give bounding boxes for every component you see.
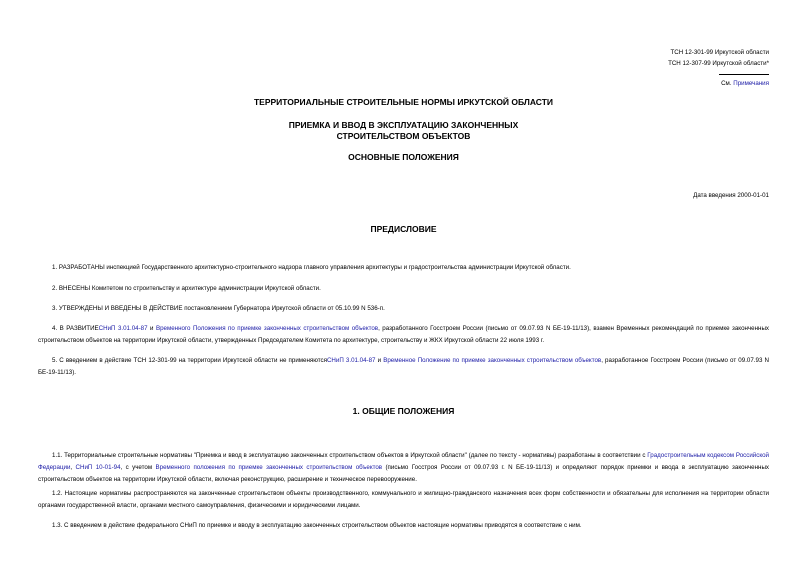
item-1-1-text-2: ,	[70, 464, 76, 471]
preface-item-4-text-1: 4. В РАЗВИТИЕ	[52, 325, 99, 332]
temporary-regulation-link-3[interactable]: Временного положения по приемке законченных строительством объектов	[155, 464, 383, 471]
section-1-heading: 1. ОБЩИЕ ПОЛОЖЕНИЯ	[352, 406, 455, 416]
preface-item-3: 3. УТВЕРЖДЕНЫ И ВВЕДЕНЫ В ДЕЙСТВИЕ постановлением Губернатора Иркутской области от 05.10.99 N 536-п.	[52, 305, 385, 312]
document-subtitle	[0, 120, 807, 142]
header-divider	[719, 74, 769, 75]
preface-item-1: 1. РАЗРАБОТАНЫ инспекцией Государственного архитектурно-строительного надзора главного управления архитектуры и градостроительства администрации Иркутской области.	[52, 264, 571, 271]
intro-date: Дата введения 2000-01-01	[693, 192, 769, 199]
doc-code-1: ТСН 12-301-99 Иркутской области	[670, 49, 769, 56]
snip-3-01-04-87-link[interactable]: СНиП 3.01.04-87	[98, 325, 148, 332]
preface-heading: ПРЕДИСЛОВИЕ	[370, 224, 437, 234]
subtitle-line-2: СТРОИТЕЛЬСТВОМ ОБЪЕКТОВ	[336, 131, 471, 141]
preface-item-4	[38, 323, 769, 347]
preface-item-4-text-3: , разработанного Госстроем России (письмо от 09.07.93 N БЕ-19-11/13), взамен Временных рекомендаций по приемке законченных строительством объектов на территории Иркутской области, утвержденных Председателем Комитета по архитектуре, строительству и ЖКХ Иркутской области 22 июля 1993 г.	[38, 325, 769, 344]
page-title: ТЕРРИТОРИАЛЬНЫЕ СТРОИТЕЛЬНЫЕ НОРМЫ ИРКУТСКОЙ ОБЛАСТИ	[253, 97, 554, 107]
snip-3-01-04-87-link-2[interactable]: СНиП 3.01.04-87	[326, 357, 376, 364]
notes-link[interactable]: Примечания	[733, 80, 769, 87]
see-prefix: См.	[721, 80, 734, 87]
document-codes	[668, 47, 769, 69]
temporary-regulation-link[interactable]: Временного Положения по приемке законченных строительством объектов	[155, 325, 379, 332]
preface-item-5-text-3: , разработанное Госстроем России (письмо от 09.07.93 N БЕ-19-11/13).	[38, 357, 769, 376]
item-1-1-text-1: 1.1. Территориальные строительные нормативы "Приемка и ввод в эксплуатацию законченных строительством объектов в Иркутской области" (далее по тексту - нормативы) разработаны в соответствии с	[52, 452, 648, 459]
preface-item-5-text-2: и	[375, 357, 384, 364]
preface-item-5-text-1: 5. С введением в действие ТСН 12-301-99 на территории Иркутской области не применяются	[52, 357, 327, 364]
preface-item-2: 2. ВНЕСЕНЫ Комитетом по строительству и архитектуре администрации Иркутской области.	[52, 285, 321, 292]
subtitle-line-1: ПРИЕМКА И ВВОД В ЭКСПЛУАТАЦИЮ ЗАКОНЧЕННЫХ	[288, 120, 519, 130]
section-1-item-3: 1.3. С введением в действие федерального СНиП по приемке и вводу в эксплуатацию законченных строительством объектов настоящие нормативы приводятся в соответствие с ним.	[52, 522, 582, 529]
see-notes	[721, 80, 769, 87]
section-1-item-1	[38, 450, 769, 486]
preface-item-5	[38, 355, 769, 379]
item-1-1-text-3: , с учетом	[120, 464, 156, 471]
preface-item-4-text-2: и	[147, 325, 156, 332]
urban-planning-code-link[interactable]: Градостроительным кодексом Российской Федерации	[38, 452, 769, 471]
basic-provisions-title: ОСНОВНЫЕ ПОЛОЖЕНИЯ	[348, 152, 459, 162]
section-1-item-2: 1.2. Настоящие нормативы распространяются на законченные строительством объекты производственного, коммунального и жилищно-гражданского назначения всех форм собственности и обязательны для исполнения на территории области органами государственной власти, органами местного самоуправления, физическими и юридическими лицами.	[38, 490, 769, 509]
item-1-1-text-4: (письмо Госстроя России от 09.07.93 г. N БЕ-19-11/13) и определяют порядок приемки и ввода в эксплуатацию законченных строительством объектов на территории Иркутской области, включая реконструкцию, расширение и техническое перевооружение.	[38, 464, 769, 483]
snip-10-01-94-link[interactable]: СНиП 10-01-94	[75, 464, 121, 471]
temporary-regulation-link-2[interactable]: Временное Положение по приемке законченных строительством объектов	[383, 357, 602, 364]
doc-code-2: ТСН 12-307-99 Иркутской области*	[668, 60, 769, 67]
